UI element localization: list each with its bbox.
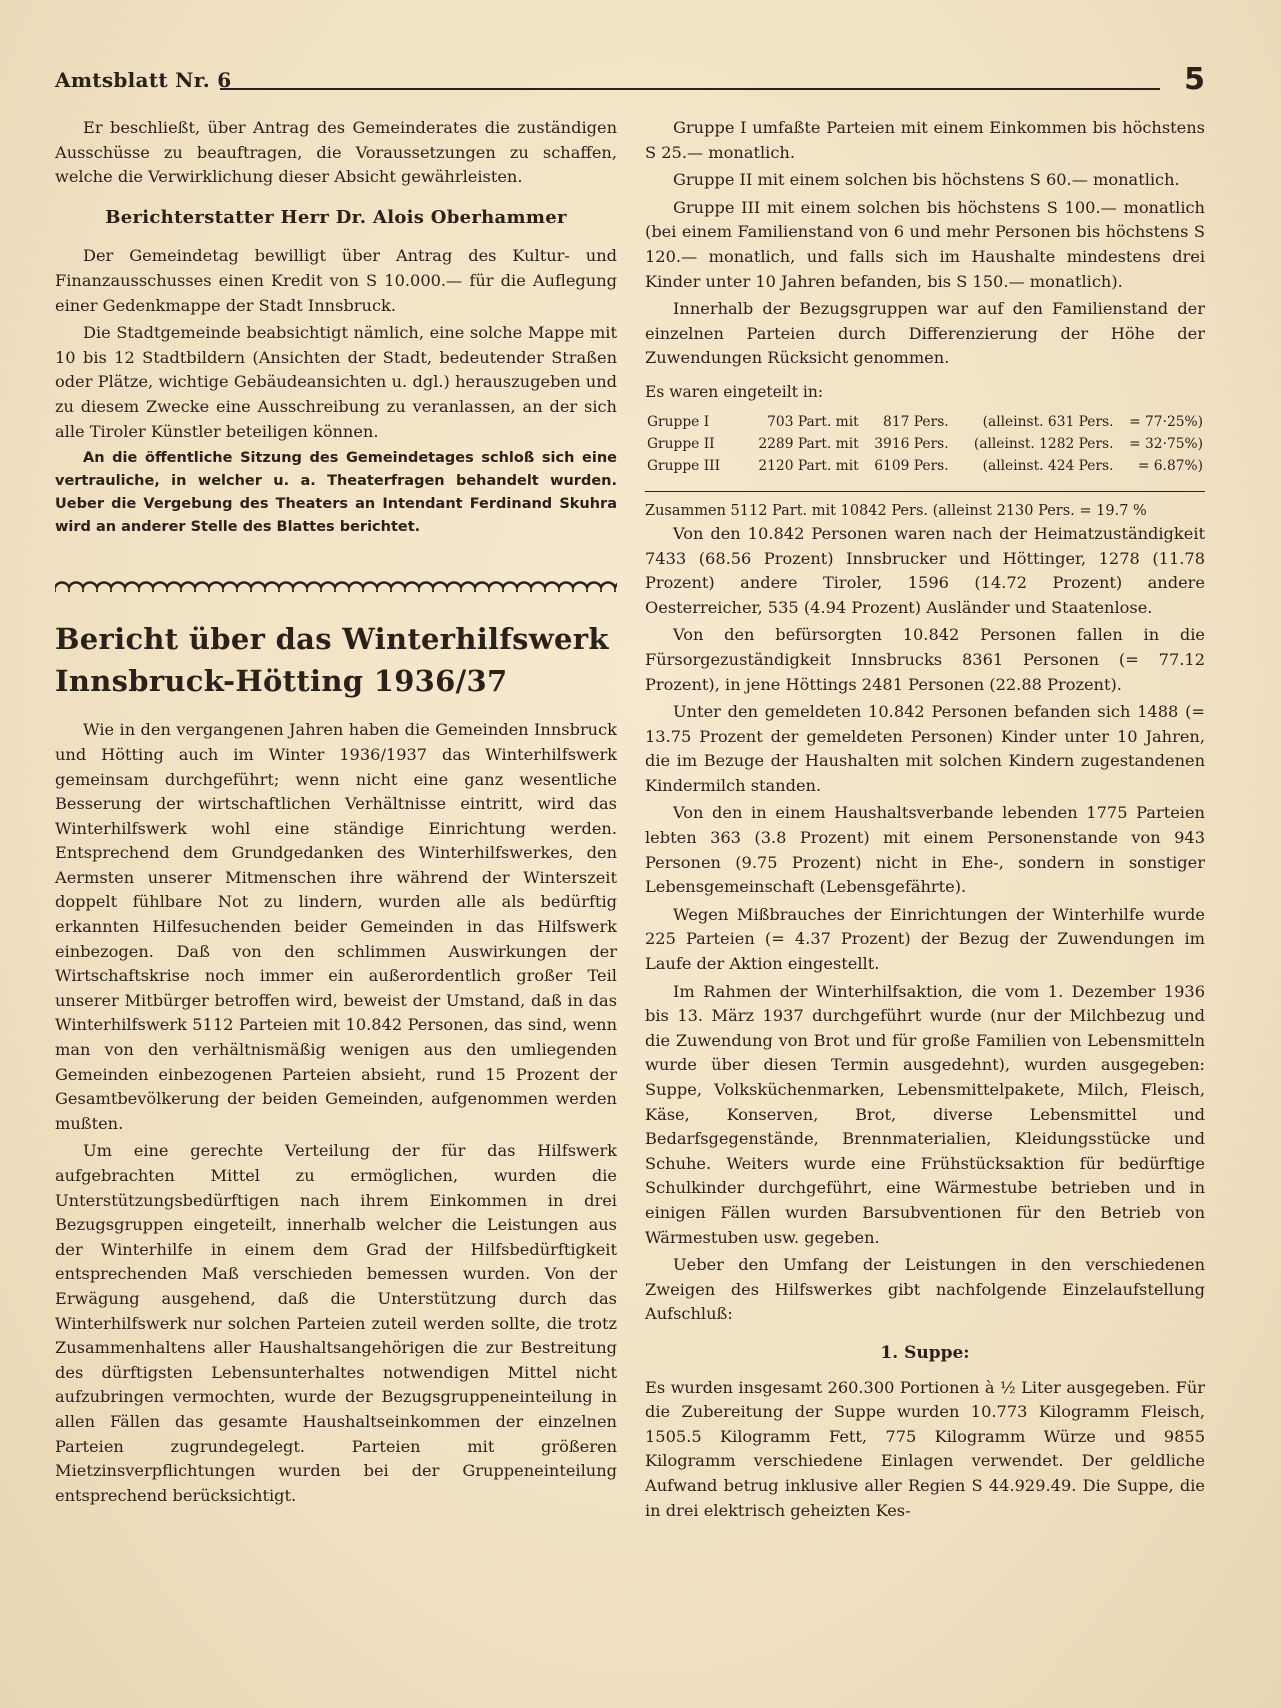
headline-line-2: Innsbruck-Hötting 1936/37 bbox=[55, 664, 508, 699]
paragraph: Wie in den vergangenen Jahren haben die Gemeinden Innsbruck und Hötting auch im Winter 1936/1937 das Winterhilfswerk gemeinsam durchgeführt; wenn nicht eine ganz wesentliche Besserung der wirtschaftlichen Verhältnisse eintritt, wird das Winterhilfswerk wohl eine ständige Einrichtung werden. Entsprechend dem Grundgedanken des Winterhilfswerkes, den Aermsten unserer Mitmenschen ihre während der Winterszeit doppelt fühlbare Not zu lindern, wurden alle als bedürftig erkannten Hilfesuchenden beider Gemeinden in das Hilfswerk einbezogen. Daß von den schlimmen Auswirkungen der Wirtschaftskrise noch immer ein außerordentlich großer Teil unserer Mitbürger betroffen wird, beweist der Umstand, daß in das Winterhilfswerk 5112 Parteien mit 10.842 Personen, das sind, wenn man von den verhältnismäßig wenigen aus den umliegenden Gemeinden einbezogenen Parteien absieht, rund 15 Prozent der Gesamtbevölkerung der beiden Gemeinden, aufgenommen werden mußten. bbox=[55, 720, 617, 1133]
headline-line-1: Bericht über das Winterhilfswerk bbox=[55, 622, 609, 657]
paragraph: Unter den gemeldeten 10.842 Personen befanden sich 1488 (= 13.75 Prozent der gemeldeten Personen) Kinder unter 10 Jahren, die im Bezuge der Haushalten mit solchen Kindern zugestandenen Kindermilch standen. bbox=[645, 702, 1205, 795]
table-cell: 6109 Pers. bbox=[874, 457, 949, 474]
table-cell: 3916 Pers. bbox=[874, 435, 949, 452]
table-cell: Gruppe II bbox=[647, 435, 715, 452]
left-column bbox=[55, 116, 617, 1511]
header-rule bbox=[220, 88, 1160, 90]
table-cell: 817 Pers. bbox=[883, 413, 949, 430]
wavy-divider bbox=[55, 578, 617, 592]
paragraph: Im Rahmen der Winterhilfsaktion, die vom 1. Dezember 1936 bis 13. März 1937 durchgeführt wurde (nur der Milchbezug und die Zuwendung von Brot und für große Familien von Lebensmitteln wurde über diesen Termin ausgedehnt), wurden ausgegeben: Suppe, Volksküchenmarken, Lebensmittelpakete, Milch, Fleisch, Käse, Konserven, Brot, diverse Lebensmittel und Bedarfsgegenstände, Brennmaterialien, Kleidungsstücke und Schuhe. Weiters wurde eine Frühstücksaktion für bedürftige Schulkinder durchgeführt, eine Wärmestube betrieben und in einigen Fällen wurden Barsubventionen für den Betrieb von Wärmestuben usw. gegeben. bbox=[645, 981, 1205, 1247]
table-cell: 703 Part. mit bbox=[767, 413, 859, 430]
paragraph: Gruppe III mit einem solchen bis höchstens S 100.— monatlich (bei einem Familienstand von 6 und mehr Personen bis höchstens S 120.— monatlich, und falls sich im Haushalte mindestens drei Kinder unter 10 Jahren befanden, bis S 150.— monatlich). bbox=[645, 197, 1205, 291]
paragraph: Es wurden insgesamt 260.300 Portionen à ½ Liter ausgegeben. Für die Zubereitung der Suppe wurden 10.773 Kilogramm Fleisch, 1505.5 Kilogramm Fett, 775 Kilogramm Würze und 9855 Kilogramm verschiedene Einlagen verwendet. Der geldliche Aufwand betrug inklusive aller Regien S 44.929.49. Die Suppe, die in drei elektrisch geheizten Kes- bbox=[645, 1377, 1205, 1520]
paragraph: Gruppe II mit einem solchen bis höchstens S 60.— monatlich. bbox=[673, 170, 1180, 190]
table-cell: = 77·25%) bbox=[1129, 413, 1203, 430]
table-cell: = 6.87%) bbox=[1137, 457, 1203, 474]
table-row bbox=[645, 433, 1205, 455]
group-table bbox=[645, 381, 1205, 522]
paragraph: Gruppe I umfaßte Parteien mit einem Einkommen bis höchstens S 25.— monatlich. bbox=[645, 118, 1205, 162]
paragraph: Ueber den Umfang der Leistungen in den verschiedenen Zweigen des Hilfswerkes gibt nachfolgende Einzelaufstellung Aufschluß: bbox=[645, 1255, 1205, 1324]
table-cell: (alleinst. 1282 Pers. bbox=[973, 435, 1114, 452]
paragraph: Um eine gerechte Verteilung der für das Hilfswerk aufgebrachten Mittel zu ermöglichen, wurden die Unterstützungsbedürftigen nach ihrem Einkommen in drei Bezugsgruppen eingeteilt, innerhalb welcher die Leistungen aus der Winterhilfe in einem dem Grad der Hilfsbedürftigkeit entsprechenden Maß verschieden bemessen wurden. Von der Erwägung ausgehend, daß die Unterstützung durch das Winterhilfswerk nur solchen Parteien zuteil werden sollte, die trotz Zusammenhaltens aller Haushaltsangehörigen die zur Bestreitung des dürftigsten Lebensunterhaltes notwendigen Mittel nicht aufzubringen vermochten, wurde der Bezugsgruppeneinteilung in allen Fällen das gesamte Haushaltseinkommen der einzelnen Parteien zugrundegelegt. Parteien mit größeren Mietzinsverpflichtungen wurden bei der Gruppeneinteilung entsprechend berücksichtigt. bbox=[55, 1141, 617, 1505]
table-cell: (alleinst. 631 Pers. bbox=[982, 413, 1114, 430]
group-table-body bbox=[645, 411, 1205, 477]
right-column bbox=[645, 116, 1205, 1526]
reporter-heading: Berichterstatter Herr Dr. Alois Oberhammer bbox=[105, 206, 567, 228]
paragraph: Von den in einem Haushaltsverbande lebenden 1775 Parteien lebten 363 (3.8 Prozent) mit einem Personenstande von 943 Personen (9.75 Prozent) nicht in Ehe-, sondern in sonstiger Lebensgemeinschaft (Lebensgefährte). bbox=[645, 803, 1205, 897]
paragraph: Innerhalb der Bezugsgruppen war auf den Familienstand der einzelnen Parteien durch Differenzierung der Höhe der Zuwendungen Rücksicht genommen. bbox=[645, 299, 1205, 368]
table-row bbox=[645, 455, 1205, 477]
table-cell: Gruppe I bbox=[647, 413, 710, 430]
article-headline bbox=[55, 618, 617, 702]
table-cell: (alleinst. 424 Pers. bbox=[982, 457, 1114, 474]
group-total-line: Zusammen 5112 Part. mit 10842 Pers. (alleinst 2130 Pers. = 19.7 % bbox=[645, 491, 1205, 522]
table-cell: Gruppe III bbox=[647, 457, 721, 474]
page-number: 5 bbox=[1184, 62, 1205, 97]
publication-title: Amtsblatt Nr. 6 bbox=[55, 68, 232, 92]
table-cell: 2120 Part. mit bbox=[758, 457, 859, 474]
table-cell: 2289 Part. mit bbox=[758, 435, 859, 452]
section-subheading: 1. Suppe: bbox=[880, 1342, 970, 1363]
group-table-intro: Es waren eingeteilt in: bbox=[645, 382, 824, 401]
paragraph: Er beschließt, über Antrag des Gemeinderates die zuständigen Ausschüsse zu beauftragen, die Voraussetzungen zu schaffen, welche die Verwirklichung dieser Absicht gewährleisten. bbox=[55, 118, 617, 187]
closing-note: An die öffentliche Sitzung des Gemeindetages schloß sich eine vertrauliche, in welcher u. a. Theaterfragen behandelt wurden. Ueber die Vergebung des Theaters an Intendant Ferdinand Skuhra wird an anderer Stelle des Blattes berichtet. bbox=[55, 450, 617, 535]
paragraph: Von den 10.842 Personen waren nach der Heimatzuständigkeit 7433 (68.56 Prozent) Innsbrucker und Höttinger, 1278 (11.78 Prozent) andere Tiroler, 1596 (14.72 Prozent) andere Oesterreicher, 535 (4.94 Prozent) Ausländer und Staatenlose. bbox=[645, 523, 1205, 617]
paragraph: Von den befürsorgten 10.842 Personen fallen in die Fürsorgezuständigkeit Innsbrucks 8361 Personen (= 77.12 Prozent), in jene Höttings 2481 Personen (22.88 Prozent). bbox=[645, 625, 1205, 694]
table-cell: = 32·75%) bbox=[1129, 435, 1203, 452]
page-header bbox=[55, 62, 1205, 102]
paragraph: Wegen Mißbrauches der Einrichtungen der Winterhilfe wurde 225 Parteien (= 4.37 Prozent) der Bezug der Zuwendungen im Laufe der Aktion eingestellt. bbox=[645, 904, 1205, 974]
paragraph: Der Gemeindetag bewilligt über Antrag des Kultur- und Finanzausschusses einen Kredit von S 10.000.— für die Auflegung einer Gedenkmappe der Stadt Innsbruck. bbox=[55, 246, 617, 315]
table-row bbox=[645, 411, 1205, 433]
paragraph: Die Stadtgemeinde beabsichtigt nämlich, eine solche Mappe mit 10 bis 12 Stadtbildern (Ansichten der Stadt, bedeutender Straßen oder Plätze, wichtige Gebäudeansichten u. dgl.) herauszugeben und zu diesem Zwecke eine Ausschreibung zu veranlassen, an der sich alle Tiroler Künstler beteiligen können. bbox=[55, 323, 617, 441]
